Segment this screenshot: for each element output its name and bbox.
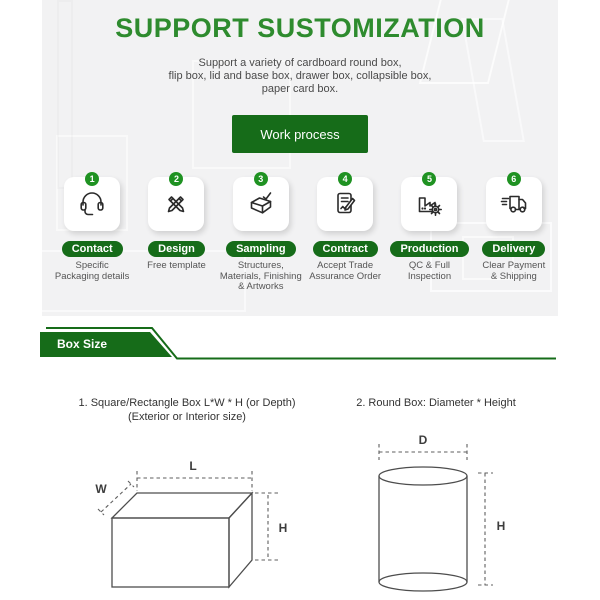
step-label-pill: Contract — [313, 241, 378, 257]
diameter-dimension — [379, 433, 467, 460]
round-box-heading: 2. Round Box: Diameter * Height — [356, 397, 516, 409]
subtitle-line: paper card box. — [261, 83, 339, 95]
diameter-label: D — [418, 433, 428, 447]
round-box-diagram — [360, 430, 515, 600]
delivery-truck-icon — [498, 188, 530, 220]
step-card — [317, 174, 373, 231]
step-description: Clear Payment & Shipping — [482, 260, 546, 282]
process-step-production — [387, 170, 471, 293]
factory-gear-icon — [413, 188, 445, 220]
step-card — [486, 174, 542, 231]
work-process-steps — [50, 170, 556, 293]
subtitle-line: Support a variety of cardboard round box, — [198, 57, 402, 69]
step-label-pill: Contact — [62, 241, 123, 257]
step-description: QC & Full Inspection — [407, 260, 452, 282]
length-dimension — [137, 459, 252, 491]
process-step-contact — [50, 170, 134, 293]
width-label: W — [95, 482, 107, 496]
page-title: SUPPORT SUSTOMIZATION — [115, 13, 485, 43]
step-description: Specific Packaging details — [54, 260, 130, 282]
step-label-pill: Production — [390, 241, 468, 257]
work-process-button[interactable]: Work process — [232, 115, 368, 153]
step-card — [401, 174, 457, 231]
step-label-pill: Sampling — [226, 241, 296, 257]
square-box-diagram — [85, 450, 300, 595]
step-number-badge: 4 — [338, 172, 352, 186]
page-subtitle — [0, 57, 600, 96]
process-step-contract — [303, 170, 387, 293]
width-dimension — [95, 481, 134, 515]
headset-icon — [76, 188, 108, 220]
step-card — [64, 174, 120, 231]
process-step-delivery — [472, 170, 556, 293]
cuboid-outline — [112, 493, 252, 587]
step-description: Free template — [147, 260, 206, 271]
square-box-heading: 1. Square/Rectangle Box L*W * H (or Depth) (Exterior or Interior size) — [78, 397, 296, 423]
height-dimension — [255, 493, 287, 560]
height-label: H — [278, 521, 288, 535]
contract-pen-icon — [329, 188, 361, 220]
step-card — [233, 174, 289, 231]
step-number-badge: 3 — [254, 172, 268, 186]
box-size-heading: Box Size — [57, 337, 108, 351]
length-label: L — [189, 459, 197, 473]
height-label: H — [496, 519, 506, 533]
crossed-pencils-icon — [160, 188, 192, 220]
subtitle-line: flip box, lid and base box, drawer box, collapsible box, — [168, 70, 432, 82]
step-number-badge: 1 — [85, 172, 99, 186]
step-number-badge: 2 — [169, 172, 183, 186]
step-description: Structures, Materials, Finishing & Artworks — [219, 260, 302, 292]
step-label-pill: Delivery — [482, 241, 545, 257]
step-card — [148, 174, 204, 231]
step-number-badge: 5 — [422, 172, 436, 186]
height-dimension — [478, 473, 505, 585]
step-label-pill: Design — [148, 241, 205, 257]
step-number-badge: 6 — [507, 172, 521, 186]
box-check-icon — [245, 188, 277, 220]
process-step-design — [134, 170, 218, 293]
step-description: Accept Trade Assurance Order — [309, 260, 382, 282]
cylinder-outline — [379, 467, 467, 591]
process-step-sampling — [219, 170, 303, 293]
